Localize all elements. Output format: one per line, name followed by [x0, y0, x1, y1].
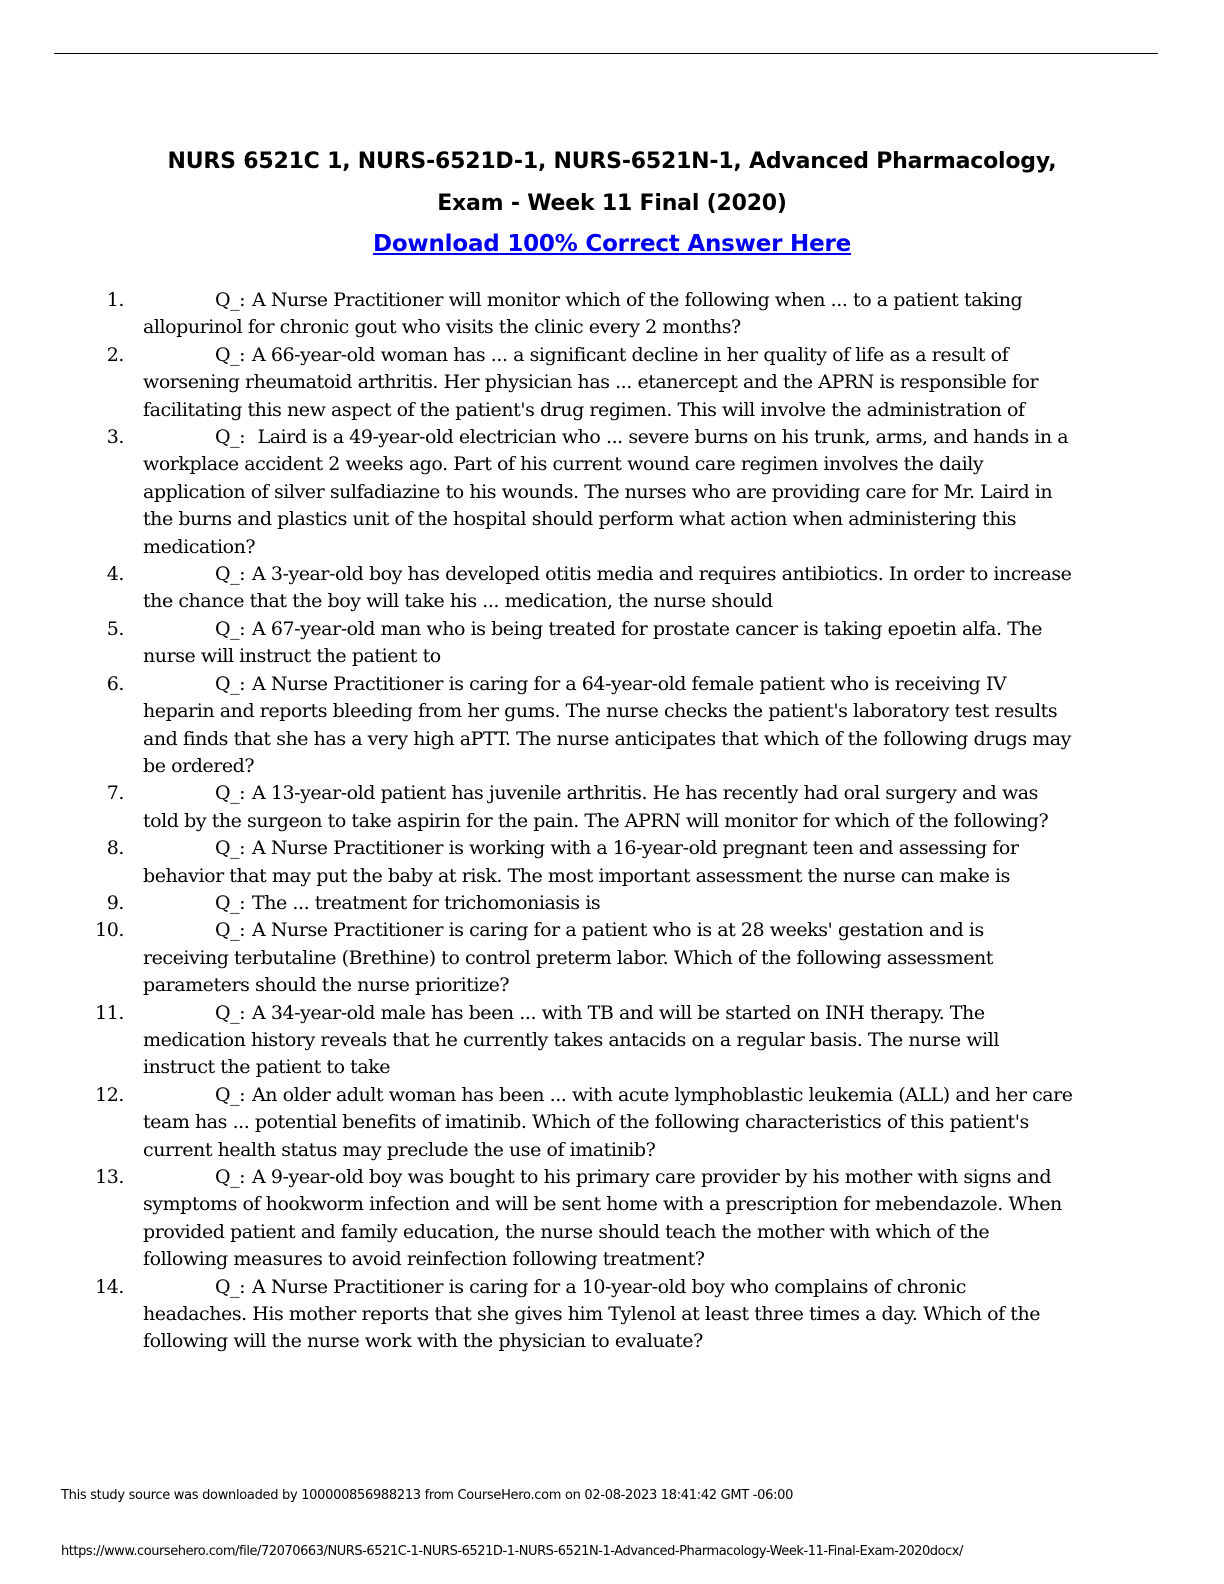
question-number: 5.: [106, 617, 124, 640]
question-number: 12.: [95, 1083, 124, 1106]
question-list: [0, 287, 1224, 1356]
question-item: [0, 616, 1073, 671]
top-horizontal-rule: [54, 53, 1158, 54]
question-item: [0, 424, 1073, 561]
question-prefix: Q_:: [215, 837, 246, 860]
question-item: [0, 780, 1073, 835]
question-item: [0, 1082, 1073, 1164]
question-item: [0, 835, 1073, 890]
question-number: 13.: [95, 1166, 124, 1188]
footer-source-note: This study source was downloaded by 100000856988213 from CourseHero.com on 02-08-2023 18:41:42 GMT -06:00: [61, 1488, 794, 1503]
question-item: [0, 561, 1073, 616]
question-text: An older adult woman has been ... with acute lymphoblastic leukemia (ALL) and her care team has ... potential benefits of imatinib. Which of the following characteristics of this patient's current health status may preclude the use of imatinib?: [143, 1083, 1073, 1161]
question-number: 3.: [106, 426, 124, 449]
question-text: The ... treatment for trichomoniasis is: [252, 891, 601, 914]
question-prefix: Q_:: [215, 563, 246, 586]
question-text: A 13-year-old patient has juvenile arthritis. He has recently had oral surgery and was told by the surgeon to take aspirin for the pain. The APRN will monitor for which of the following?: [143, 782, 1049, 832]
question-text: A 66-year-old woman has ... a significant decline in her quality of life as a result of worsening rheumatoid arthritis. Her physician has ... etanercept and the APRN is responsible for facilitating this new aspect of the patient's drug regimen. This will involve the administration of: [143, 343, 1039, 421]
question-number: 9.: [106, 891, 124, 914]
question-text: A 9-year-old boy was bought to his primary care provider by his mother with signs and symptoms of hookworm infection and will be sent home with a prescription for mebendazole. When provided patient and family education, the nurse should teach the mother with which of the following measures to avoid reinfection following treatment?: [143, 1166, 1062, 1271]
question-prefix: Q_:: [215, 919, 246, 942]
question-prefix: Q_:: [215, 1083, 246, 1106]
question-number: 11.: [95, 1001, 124, 1024]
question-prefix: Q_:: [215, 1275, 246, 1298]
question-text: A Nurse Practitioner is caring for a 64-year-old female patient who is receiving IV heparin and reports bleeding from her gums. The nurse checks the patient's laboratory test results and finds that she has a very high aPTT. The nurse anticipates that which of the following drugs may be ordered?: [143, 672, 1071, 777]
question-item: [0, 1164, 1073, 1274]
question-text: A 3-year-old boy has developed otitis media and requires antibiotics. In order to increase the chance that the boy will take his ... medication, the nurse should: [143, 563, 1072, 613]
title-line-2: Exam - Week 11 Final (2020): [437, 191, 787, 216]
question-text: A Nurse Practitioner will monitor which of the following when ... to a patient taking allopurinol for chronic gout who visits the clinic every 2 months?: [143, 289, 1023, 339]
document-title: [100, 141, 1124, 225]
question-prefix: Q_:: [215, 426, 246, 449]
question-item: [0, 671, 1073, 781]
question-item: [0, 1000, 1073, 1082]
title-line-1: NURS 6521C 1, NURS-6521D-1, NURS-6521N-1, Advanced Pharmacology,: [167, 149, 1057, 174]
question-text: Laird is a 49-year-old electrician who ... severe burns on his trunk, arms, and hands in a workplace accident 2 weeks ago. Part of his current wound care regimen involves the daily application of silver sulfadiazine to his wounds. The nurses who are providing care for Mr. Laird in the burns and plastics unit of the hospital should perform what action when administering this medication?: [143, 426, 1069, 558]
question-number: 6.: [106, 672, 124, 695]
question-item: [0, 287, 1073, 342]
question-text: A Nurse Practitioner is caring for a patient who is at 28 weeks' gestation and is receiving terbutaline (Brethine) to control preterm labor. Which of the following assessment parameters should the nurse prioritize?: [143, 919, 993, 997]
footer-url: https://www.coursehero.com/file/72070663/NURS-6521C-1-NURS-6521D-1-NURS-6521N-1-Advanced-Pharmacology-Week-11-Final-Exam-2020docx/: [61, 1544, 963, 1559]
question-item: [0, 917, 1073, 999]
question-prefix: Q_:: [215, 289, 246, 311]
question-prefix: Q_:: [215, 782, 246, 805]
question-number: 8.: [106, 837, 124, 860]
question-prefix: Q_:: [215, 343, 246, 366]
question-number: 10.: [95, 919, 124, 942]
download-answer-link[interactable]: Download 100% Correct Answer Here: [372, 231, 852, 257]
question-number: 1.: [106, 289, 124, 311]
question-item: [0, 890, 1073, 917]
question-prefix: Q_:: [215, 891, 246, 914]
question-text: A Nurse Practitioner is working with a 16-year-old pregnant teen and assessing for behavior that may put the baby at risk. The most important assessment the nurse can make is: [143, 837, 1019, 887]
question-item: [0, 342, 1073, 424]
question-prefix: Q_:: [215, 617, 246, 640]
question-prefix: Q_:: [215, 672, 246, 695]
question-item: [0, 1274, 1073, 1356]
question-prefix: Q_:: [215, 1166, 246, 1188]
question-number: 7.: [106, 782, 124, 805]
question-number: 2.: [106, 343, 124, 366]
question-text: A 34-year-old male has been ... with TB and will be started on INH therapy. The medication history reveals that he currently takes antacids on a regular basis. The nurse will instruct the patient to take: [143, 1001, 999, 1079]
question-number: 4.: [106, 563, 124, 586]
question-text: A 67-year-old man who is being treated for prostate cancer is taking epoetin alfa. The nurse will instruct the patient to: [143, 617, 1042, 668]
question-number: 14.: [95, 1275, 124, 1298]
question-prefix: Q_:: [215, 1001, 246, 1024]
question-text: A Nurse Practitioner is caring for a 10-year-old boy who complains of chronic headaches. His mother reports that she gives him Tylenol at least three times a day. Which of the following will the nurse work with the physician to evaluate?: [143, 1275, 1041, 1353]
